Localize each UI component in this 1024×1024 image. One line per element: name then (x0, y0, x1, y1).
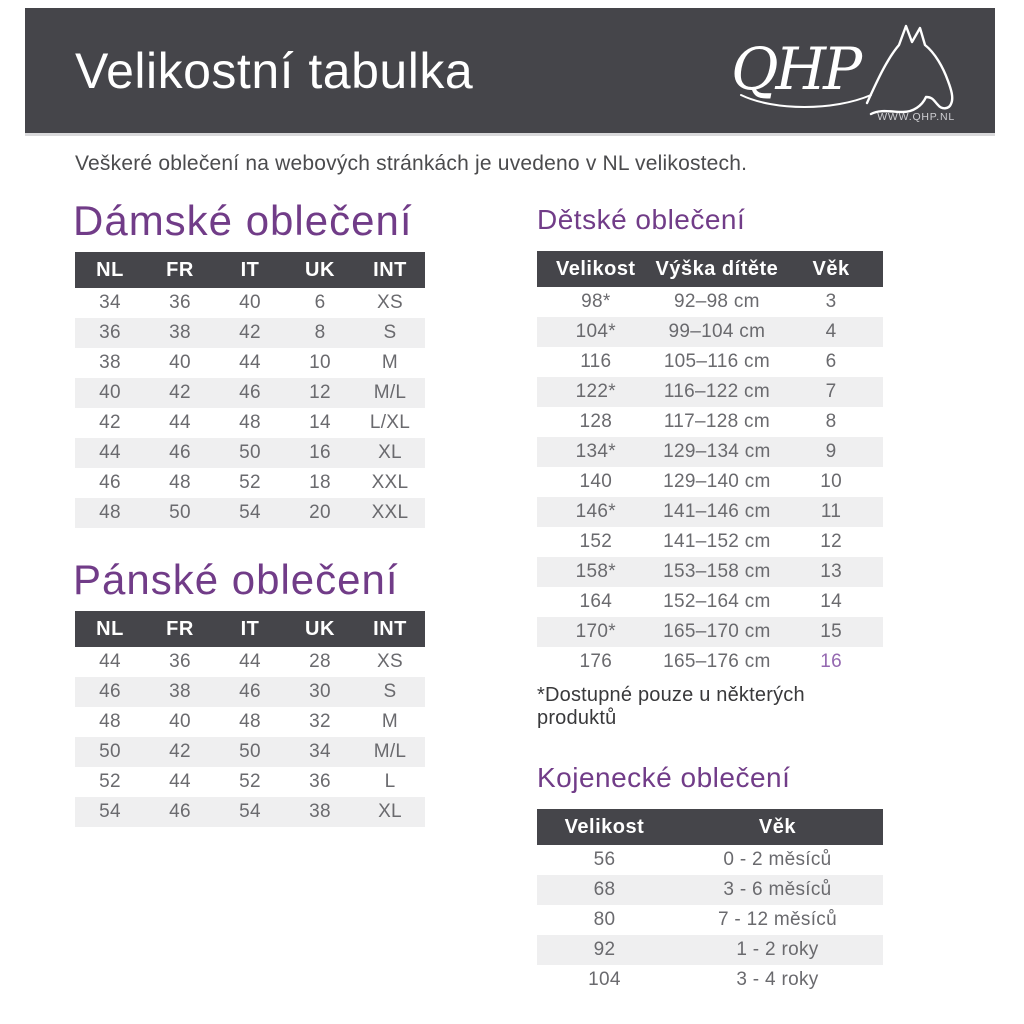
table-cell: 44 (99, 651, 121, 672)
horse-head-icon (867, 26, 952, 114)
table-cell: 6 (825, 351, 837, 372)
table-cell: 165–170 cm (663, 621, 771, 642)
table-cell: 10 (820, 471, 842, 492)
table-cell: 20 (309, 502, 331, 523)
table-header-row (537, 809, 883, 845)
table-cell: 104 (588, 969, 621, 990)
table-row (75, 677, 425, 707)
column-header: Výška dítěte (655, 251, 780, 287)
table-cell: 116–122 cm (663, 381, 770, 402)
table-cell: 56 (593, 849, 616, 870)
table-cell: 52 (239, 472, 261, 493)
table-cell: 42 (99, 412, 121, 433)
table-cell: 34 (99, 292, 121, 313)
table-row (75, 378, 425, 408)
table-cell: 141–146 cm (663, 501, 771, 522)
qhp-logo-graphic (729, 19, 957, 123)
header-bar (25, 8, 995, 133)
table-cell: 48 (99, 502, 121, 523)
women-sizes-table (75, 252, 425, 528)
table-cell: 40 (169, 352, 191, 373)
table-row (537, 935, 883, 965)
section-title-children: Dětské oblečení (537, 204, 746, 235)
column-header: NL (75, 252, 145, 288)
table-row (537, 845, 883, 875)
table-cell: 3 - 4 roky (736, 969, 819, 990)
column-header: Věk (779, 251, 883, 287)
table-row (537, 317, 883, 347)
table-cell: M/L (373, 382, 407, 403)
table-row (75, 438, 425, 468)
table-row (75, 498, 425, 528)
table-cell: 15 (820, 621, 842, 642)
table-cell: 99–104 cm (668, 321, 766, 342)
table-cell: 46 (239, 681, 261, 702)
table-cell: 122* (575, 381, 616, 402)
page-title: Velikostní tabulka (75, 42, 474, 99)
table-header-row (75, 252, 425, 288)
left-column (75, 197, 425, 827)
table-cell: 92 (593, 939, 616, 960)
table-cell: XL (378, 442, 402, 463)
table-cell: 44 (99, 442, 121, 463)
table-cell: 13 (820, 561, 842, 582)
column-header: Velikost (537, 251, 655, 287)
table-cell: 44 (239, 651, 261, 672)
table-row (75, 647, 425, 677)
table-cell: 141–152 cm (663, 531, 771, 552)
table-cell: 38 (309, 801, 331, 822)
table-cell: 44 (169, 771, 191, 792)
table-row (537, 437, 883, 467)
table-row (75, 468, 425, 498)
table-cell: 140 (579, 471, 613, 492)
table-row (537, 617, 883, 647)
section-title-women: Dámské oblečení (73, 197, 413, 244)
table-row (537, 287, 883, 317)
table-row (537, 587, 883, 617)
column-header: UK (285, 611, 355, 647)
table-cell: 48 (99, 711, 121, 732)
table-cell: 38 (169, 322, 191, 343)
column-header: FR (145, 611, 215, 647)
table-cell: 44 (169, 412, 191, 433)
table-cell: 68 (593, 879, 616, 900)
table-cell: 152 (579, 531, 613, 552)
table-cell: 10 (309, 352, 331, 373)
table-row (537, 557, 883, 587)
table-cell: 46 (169, 801, 191, 822)
table-row (75, 737, 425, 767)
table-row (537, 407, 883, 437)
table-row (537, 347, 883, 377)
table-cell: 3 (825, 291, 837, 312)
table-cell: 52 (239, 771, 261, 792)
table-cell: 46 (239, 382, 261, 403)
table-row (75, 348, 425, 378)
column-header: IT (215, 252, 285, 288)
table-cell: 36 (99, 322, 121, 343)
table-cell: 7 (825, 381, 837, 402)
column-header: Velikost (537, 809, 672, 845)
table-row (75, 288, 425, 318)
table-cell: 46 (99, 681, 121, 702)
table-cell: 38 (169, 681, 191, 702)
table-cell: 36 (309, 771, 331, 792)
infant-sizes-table (537, 809, 883, 995)
table-cell: 42 (239, 322, 261, 343)
qhp-logo-text: QHP (731, 34, 860, 103)
children-footnote: *Dostupné pouze u některých produktů (537, 684, 805, 729)
table-cell: 48 (169, 472, 191, 493)
children-sizes-table (537, 251, 883, 677)
table-header-row (75, 611, 425, 647)
table-cell: 129–134 cm (663, 441, 771, 462)
table-cell: 30 (309, 681, 331, 702)
table-cell: 46 (99, 472, 121, 493)
table-row (75, 408, 425, 438)
table-cell: 8 (825, 411, 837, 432)
table-row (537, 647, 883, 677)
table-row (537, 875, 883, 905)
table-cell: XL (378, 801, 402, 822)
table-row (537, 377, 883, 407)
section-title-infants: Kojenecké oblečení (537, 762, 791, 793)
table-cell: 129–140 cm (663, 471, 771, 492)
table-header-row (537, 251, 883, 287)
table-cell: 14 (309, 412, 331, 433)
column-header: INT (355, 252, 425, 288)
table-cell: 28 (309, 651, 331, 672)
table-row (537, 527, 883, 557)
table-cell: XXL (371, 472, 409, 493)
logo-site-url: WWW.QHP.NL (877, 110, 955, 123)
table-cell: XS (377, 651, 403, 672)
table-cell: 176 (579, 651, 613, 672)
table-row (75, 318, 425, 348)
table-row (75, 767, 425, 797)
table-cell: 3 - 6 měsíců (723, 879, 832, 900)
table-row (75, 707, 425, 737)
table-cell: 42 (169, 382, 191, 403)
table-cell: 36 (169, 651, 191, 672)
table-cell: XXL (371, 502, 409, 523)
table-cell: 12 (820, 531, 842, 552)
table-cell: M/L (373, 741, 407, 762)
table-cell: 105–116 cm (663, 351, 770, 372)
table-cell: 40 (169, 711, 191, 732)
table-cell: 4 (825, 321, 837, 342)
table-cell: 50 (239, 442, 261, 463)
table-cell: M (381, 352, 399, 373)
table-cell: 11 (820, 501, 842, 522)
right-column (537, 203, 883, 995)
table-cell: 6 (314, 292, 326, 313)
table-cell: 36 (169, 292, 191, 313)
table-cell: 32 (309, 711, 331, 732)
table-cell: 16 (820, 651, 842, 672)
table-cell: 54 (99, 801, 121, 822)
table-row (537, 467, 883, 497)
section-title-men: Pánské oblečení (73, 556, 399, 603)
table-cell: 92–98 cm (673, 291, 760, 312)
table-row (75, 797, 425, 827)
table-cell: 44 (239, 352, 261, 373)
table-cell: 12 (309, 382, 331, 403)
table-cell: 0 - 2 měsíců (723, 849, 832, 870)
table-cell: 42 (169, 741, 191, 762)
table-cell: 14 (820, 591, 842, 612)
table-cell: 50 (169, 502, 191, 523)
column-header: IT (215, 611, 285, 647)
table-row (537, 905, 883, 935)
table-cell: 40 (239, 292, 261, 313)
table-cell: 50 (99, 741, 121, 762)
table-cell: 152–164 cm (663, 591, 771, 612)
table-cell: 98* (581, 291, 611, 312)
table-cell: 80 (593, 909, 616, 930)
table-cell: 158* (575, 561, 616, 582)
table-row (537, 965, 883, 995)
table-cell: 50 (239, 741, 261, 762)
column-header: FR (145, 252, 215, 288)
intro-text: Veškeré oblečení na webových stránkách je uvedeno v NL velikostech. (75, 152, 748, 175)
table-cell: L (384, 771, 396, 792)
column-header: Věk (672, 809, 883, 845)
table-cell: 9 (825, 441, 837, 462)
table-cell: L/XL (369, 412, 411, 433)
table-cell: 7 - 12 měsíců (717, 909, 837, 930)
table-row (537, 497, 883, 527)
table-cell: 8 (314, 322, 326, 343)
table-cell: 52 (99, 771, 121, 792)
table-cell: S (383, 681, 397, 702)
table-cell: 165–176 cm (663, 651, 771, 672)
qhp-logo (729, 19, 957, 123)
table-cell: 54 (239, 801, 261, 822)
table-cell: 146* (575, 501, 616, 522)
table-cell: 128 (579, 411, 613, 432)
men-sizes-table (75, 611, 425, 827)
table-cell: 153–158 cm (663, 561, 771, 582)
column-header: NL (75, 611, 145, 647)
table-cell: 134* (575, 441, 616, 462)
table-cell: S (383, 322, 397, 343)
table-cell: 48 (239, 412, 261, 433)
table-cell: 170* (575, 621, 616, 642)
column-header: INT (355, 611, 425, 647)
table-cell: 38 (99, 352, 121, 373)
table-cell: 54 (239, 502, 261, 523)
table-cell: 34 (309, 741, 331, 762)
table-cell: 40 (99, 382, 121, 403)
table-cell: 46 (169, 442, 191, 463)
table-cell: 1 - 2 roky (736, 939, 819, 960)
column-header: UK (285, 252, 355, 288)
table-cell: 16 (309, 442, 331, 463)
table-cell: 164 (579, 591, 613, 612)
table-cell: 104* (575, 321, 616, 342)
table-cell: XS (377, 292, 403, 313)
table-cell: 116 (580, 351, 612, 372)
table-cell: 117–128 cm (663, 411, 770, 432)
table-cell: M (381, 711, 399, 732)
table-cell: 48 (239, 711, 261, 732)
table-cell: 18 (309, 472, 331, 493)
